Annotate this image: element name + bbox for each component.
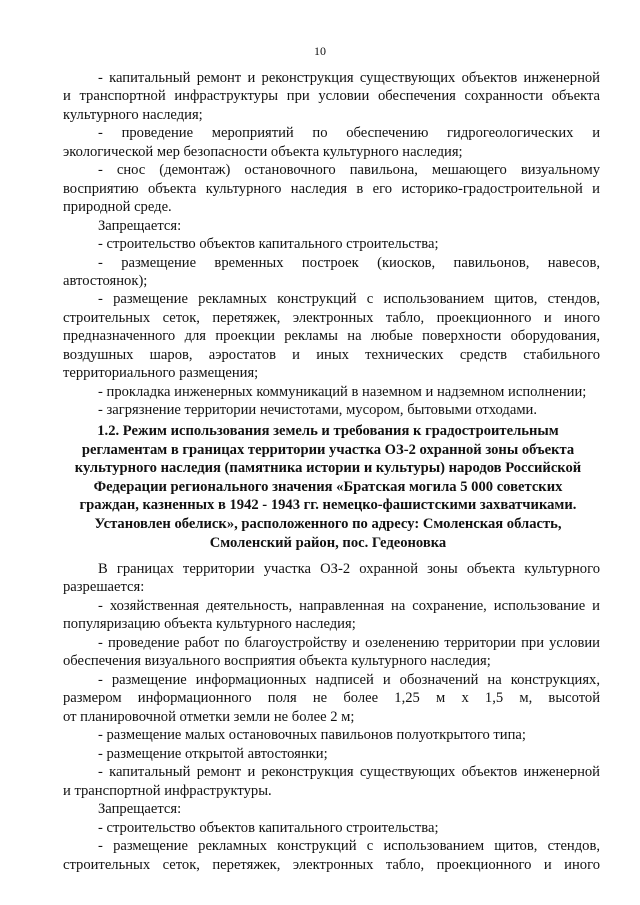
text-line: воздушных шаров, аэростатов и иных технических средств стабильного <box>63 347 600 363</box>
text-line: Запрещается: <box>98 218 182 234</box>
heading-line: граждан, казненных в 1942 - 1943 гг. немецко-фашистскими захватчиками. <box>79 497 577 514</box>
text-line: размером информационного поля не более 1,25 м х 1,5 м, высотой <box>63 690 600 706</box>
text-line: - капитальный ремонт и реконструкция существующих объектов инженерной <box>98 764 600 780</box>
text-line: восприятию объекта культурного наследия в его историко-градостроительной и <box>63 181 600 197</box>
text-line: - размещение рекламных конструкций с использованием щитов, стендов, <box>98 291 600 307</box>
text-line: - размещение временных построек (киосков, павильонов, навесов, <box>98 255 600 271</box>
text-line: предназначенного для проекции рекламы на любые поверхности оборудования, <box>63 328 600 344</box>
text-line: - хозяйственная деятельность, направленная на сохранение, использование и <box>98 598 600 614</box>
text-line: от планировочной отметки земли не более 2 м; <box>63 709 355 725</box>
text-line: культурного наследия; <box>63 107 203 123</box>
heading-line: Установлен обелиск», расположенного по адресу: Смоленская область, <box>94 515 562 532</box>
section-heading <box>62 422 594 552</box>
text-line: Запрещается: <box>98 801 182 817</box>
text-line: территориального размещения; <box>63 365 259 381</box>
heading-line: Смоленский район, пос. Гедеоновка <box>209 534 447 551</box>
text-line: - загрязнение территории нечистотами, мусором, бытовыми отходами. <box>98 402 538 418</box>
page-number: 10 <box>314 44 326 58</box>
heading-line: культурного наследия (памятника истории и культуры) народов Российской <box>74 460 582 477</box>
text-line: - прокладка инженерных коммуникаций в наземном и надземном исполнении; <box>98 384 587 400</box>
text-line: - размещение рекламных конструкций с использованием щитов, стендов, <box>98 838 600 854</box>
text-line: природной среде. <box>63 199 172 215</box>
text-line: и транспортной инфраструктуры при условии обеспечения сохранности объекта <box>63 88 600 104</box>
text-line: обеспечения визуального восприятия объекта культурного наследия; <box>63 653 491 669</box>
text-line: - капитальный ремонт и реконструкция существующих объектов инженерной <box>98 70 600 86</box>
text-line: В границах территории участка ОЗ-2 охранной зоны объекта культурного <box>98 561 600 577</box>
text-line: разрешается: <box>63 579 145 595</box>
heading-line: Федерации регионального значения «Братская могила 5 000 советских <box>93 478 563 495</box>
heading-line: 1.2. Режим использования земель и требования к градостроительным <box>97 423 559 439</box>
text-line: строительных сеток, перетяжек, электронных табло, проекционного и иного <box>63 857 600 873</box>
text-line: - строительство объектов капитального строительства; <box>98 236 439 252</box>
text-line: - размещение информационных надписей и обозначений на конструкциях, <box>98 672 600 688</box>
text-line: - снос (демонтаж) остановочного павильона, мешающего визуальному <box>98 162 600 178</box>
text-line: - размещение открытой автостоянки; <box>98 746 328 762</box>
text-line: экологической мер безопасности объекта культурного наследия; <box>63 144 463 160</box>
text-line: - проведение мероприятий по обеспечению гидрогеологических и <box>98 125 600 141</box>
text-line: строительных сеток, перетяжек, электронных табло, проекционного и иного <box>63 310 600 326</box>
text-line: - размещение малых остановочных павильонов полуоткрытого типа; <box>98 727 526 743</box>
heading-line: регламентам в границах территории участка ОЗ-2 охранной зоны объекта <box>81 441 575 458</box>
text-line: - проведение работ по благоустройству и озеленению территории при условии <box>98 635 600 651</box>
text-line: популяризацию объекта культурного наследия; <box>63 616 356 632</box>
text-line: автостоянок); <box>63 273 148 289</box>
text-line: и транспортной инфраструктуры. <box>63 783 272 799</box>
text-line: - строительство объектов капитального строительства; <box>98 820 439 836</box>
